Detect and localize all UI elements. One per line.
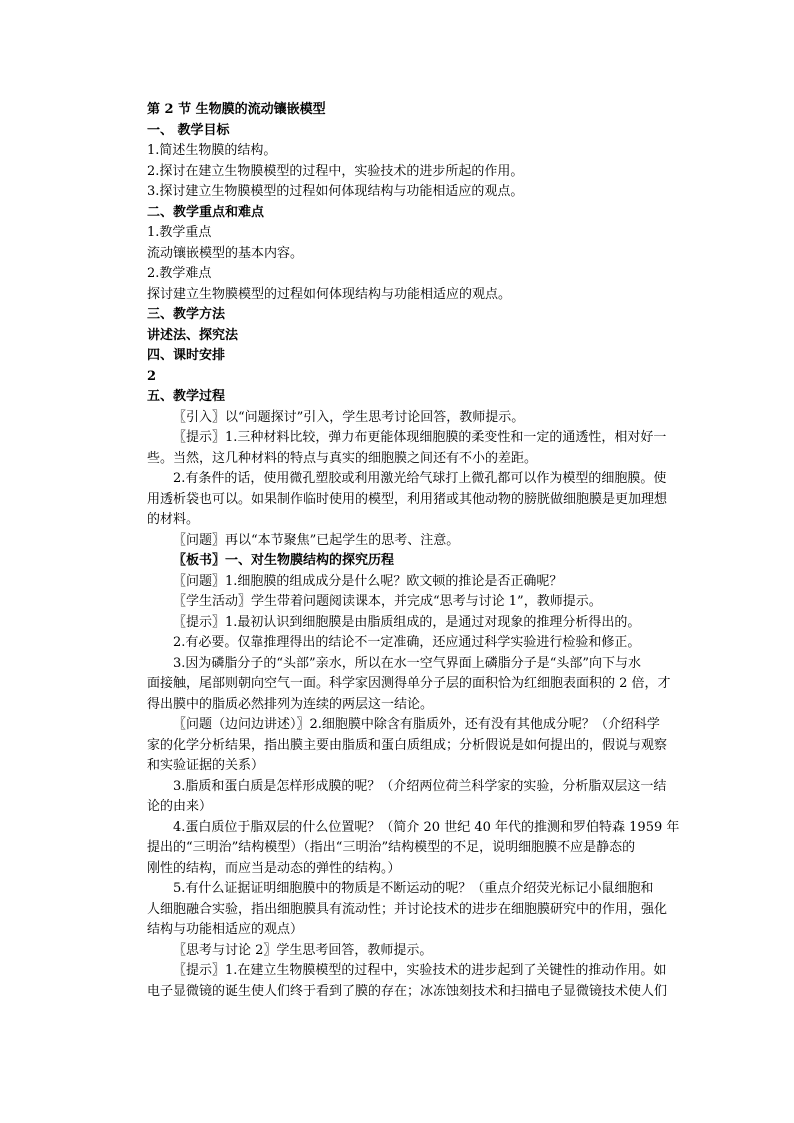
goal-item: 2.探讨在建立生物膜模型的过程中，实验技术的进步所起的作用。 [147, 163, 524, 179]
heading-key-points: 二、教学重点和难点 [147, 204, 265, 220]
key-point-line: 流动镶嵌模型的基本内容。 [147, 245, 304, 261]
section-title: 第 2 节 生物膜的流动镶嵌模型 [147, 102, 326, 117]
board-writing-line: 〖板书〗一、对生物膜结构的探究历程 [173, 553, 395, 568]
paragraph-line: 刚性的结构，而应当是动态的弹性的结构。） [147, 860, 401, 876]
heading-teaching-methods: 三、教学方法 [147, 307, 226, 322]
paragraph-line: 的材料。 [147, 512, 200, 527]
goal-item: 3.探讨建立生物膜模型的过程如何体现结构与功能相适应的观点。 [147, 184, 524, 199]
paragraph-line: 5.有什么证据证明细胞膜中的物质是不断运动的呢？（重点介绍荧光标记小鼠细胞和 [173, 881, 654, 896]
paragraph-line: 家的化学分析结果，指出膜主要由脂质和蛋白质组成；分析假说是如何提出的，假说与观察 [147, 737, 668, 753]
paragraph-line: 面接触，尾部则朝向空气一面。科学家因测得单分子层的面积恰为红细胞表面积的 2 倍，才 [147, 676, 671, 691]
paragraph-line: 〖学生活动〗学生带着问题阅读课本，并完成“思考与讨论 1”，教师提示。 [173, 594, 602, 609]
paragraph-line: 〖问题〗1.细胞膜的组成成分是什么呢？欧文顿的推论是否正确呢？ [173, 573, 563, 589]
document-body [147, 100, 683, 1002]
goal-item: 1.简述生物膜的结构。 [147, 143, 277, 158]
paragraph-line: 结构与功能相适应的观点） [147, 922, 304, 937]
paragraph-line: 〖思考与讨论 2〗学生思考回答，教师提示。 [173, 942, 433, 958]
heading-class-hours: 四、课时安排 [147, 348, 226, 363]
paragraph-line: 3.脂质和蛋白质是怎样形成膜的呢？（介绍两位荷兰科学家的实验，分析脂双层这一结 [173, 778, 667, 794]
paragraph-line: 得出膜中的脂质必然排列为连续的两层这一结论。 [147, 696, 434, 712]
paragraph-line: 〖问题〗再以“本节聚焦”已起学生的思考、注意。 [173, 532, 460, 548]
paragraph-line: 〖提示〗1.最初认识到细胞膜是由脂质组成的，是通过对现象的推理分析得出的。 [173, 614, 641, 630]
paragraph-line: 人细胞融合实验，指出细胞膜具有流动性；并讨论技术的进步在细胞膜研究中的作用，强化 [147, 901, 668, 917]
heading-teaching-goals: 一、 教学目标 [147, 122, 230, 138]
paragraph-line: 〖引入〗以“问题探讨”引入，学生思考讨论回答，教师提示。 [173, 409, 525, 425]
paragraph-line: 〖提示〗1.三种材料比较，弹力布更能体现细胞膜的柔变性和一定的通透性，相对好一 [173, 430, 667, 445]
paragraph-line: 论的由来） [147, 799, 213, 814]
teaching-methods-text: 讲述法、探究法 [147, 327, 239, 343]
paragraph-line: 2.有条件的话，使用微孔塑胶或利用激光给气球打上微孔都可以作为模型的细胞膜。使 [173, 471, 667, 486]
paragraph-line: 用透析袋也可以。如果制作临时使用的模型，利用猪或其他动物的膀胱做细胞膜是更加理想 [147, 491, 668, 507]
paragraph-line: 些。当然，这几种材料的特点与真实的细胞膜之间还有不小的差距。 [147, 450, 538, 466]
paragraph-line: 电子显微镜的诞生使人们终于看到了膜的存在；冰冻蚀刻技术和扫描电子显微镜技术使人们 [147, 983, 668, 999]
key-point-line: 1.教学重点 [147, 225, 212, 240]
paragraph-line: 和实验证据的关系） [147, 758, 265, 773]
heading-teaching-process: 五、教学过程 [147, 389, 226, 404]
key-point-line: 探讨建立生物膜模型的过程如何体现结构与功能相适应的观点。 [147, 286, 512, 302]
paragraph-line: 2.有必要。仅靠推理得出的结论不一定准确，还应通过科学实验进行检验和修正。 [173, 635, 641, 650]
key-point-line: 2.教学难点 [147, 266, 212, 281]
class-hours-value: 2 [147, 368, 157, 384]
paragraph-line: 〖问题（边问边讲述）〗2.细胞膜中除含有脂质外，还有没有其他成分呢？（介绍科学 [173, 717, 660, 732]
paragraph-line: 〖提示〗1.在建立生物膜模型的过程中，实验技术的进步起到了关键性的推动作用。如 [173, 963, 667, 978]
paragraph-line: 提出的“三明治”结构模型）（指出“三明治”结构模型的不足，说明细胞膜不应是静态的 [147, 840, 636, 855]
paragraph-line: 3.因为磷脂分子的“头部”亲水，所以在水一空气界面上磷脂分子是“头部”向下与水 [173, 655, 641, 671]
paragraph-line: 4.蛋白质位于脂双层的什么位置呢？（简介 20 世纪 40 年代的推测和罗伯特森 1959 年 [173, 819, 680, 835]
